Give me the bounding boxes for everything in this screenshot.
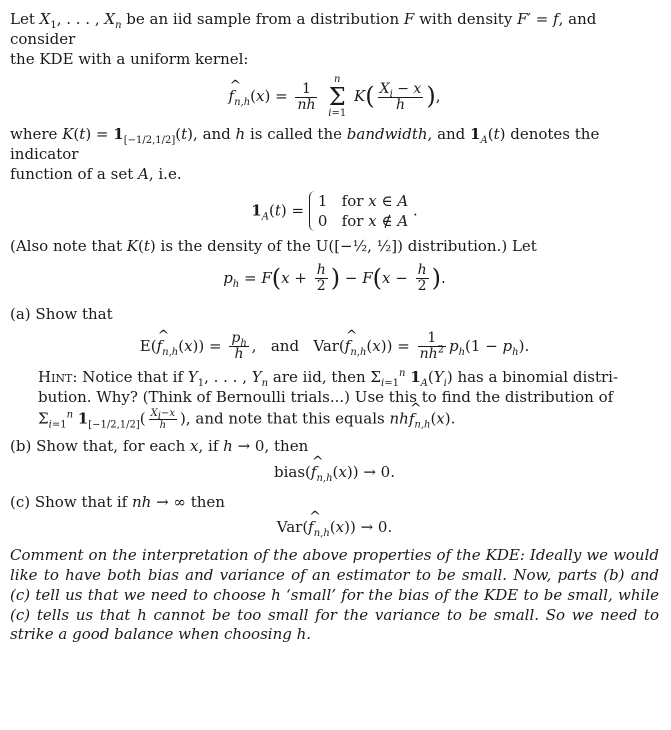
where-line-2: function of a set A, i.e.: [10, 164, 182, 183]
part-c-formula: Var(^ $f_{n,h}(x)) \to 0$.: [10, 518, 659, 538]
comment-paragraph: Comment on the interpretation of the above properties of the KDE: Ideally we would like to have both bias and variance of an estimator to be small. Now, parts (b) and (c) tell us that we need to choose h ‘small’ for the bias of the KDE to be small, while (c) tells us that h cannot be too small for the variance to be small. So we need to strike a good balance when choosing h.: [10, 546, 659, 644]
ph-formula: $p_h = F(x$ + $\frac{h}{2}$ ) − F(x − $\frac{h}{2}$ ).: [223, 262, 446, 295]
also-line: (Also note that K(t) is the density of the U([−½, ½]) distribution.) Let: [10, 237, 537, 256]
part-c-label: (c) Show that if nh → ∞ then: [10, 492, 225, 511]
part-b-formula: bias(^ $f_{n,h}(x)) \to 0$.: [10, 463, 659, 483]
part-a-formula: E(^ $f_{n,h}(x)$) = $\frac{p_h}{h}$ , and Var(^ $f_{n,h}(x)$) = $\frac{1}{nh^2}$ $p_h(1 - p_h)$.: [10, 331, 659, 363]
part-a-label: (a) Show that: [10, 304, 113, 323]
part-b-label: (b) Show that, for each x, if h → 0, then: [10, 437, 309, 456]
hint-block: [10, 368, 659, 431]
where-line-1: where $K(t) = 1_{[-1/2,1/2]}(t)$, and h is called the bandwidth, and $1_A(t)$ denotes the indicator: [10, 125, 600, 164]
hint-line-1: Hint: Notice that if $Y_1$, . . . , $Y_n$ are iid, then $\Sigma_{i=1}^n$ $1_A(Y_i)$ has a binomial distri-: [38, 368, 619, 390]
indicator-formula: $1_A(t) = 1$ for x ∈ A 0 for x ∉ A .: [251, 191, 418, 231]
intro-line-2: the KDE with a uniform kernel:: [10, 49, 249, 68]
intro-line-1: Let $X_1$, . . . , $X_n$ be an iid sample from a distribution F with density F′ = f, and consider: [10, 10, 597, 48]
hint-line-2: bution. Why? (Think of Bernoulli trials...) Use this to find the distribution of: [38, 388, 614, 407]
hint-line-3: $\Sigma_{i=1}^n$ $1_{[-1/2,1/2]}$( $\frac{X_i-x}{h}$ ), and note that this equals nh^ $f_{n,h}(x)$.: [38, 408, 659, 431]
kde-formula: ^ $f_{n,h}(x)$ = $\frac{1}{nh}$ n Σ i=1 K( $\frac{X_i - x}{h}$ ),: [10, 75, 659, 119]
